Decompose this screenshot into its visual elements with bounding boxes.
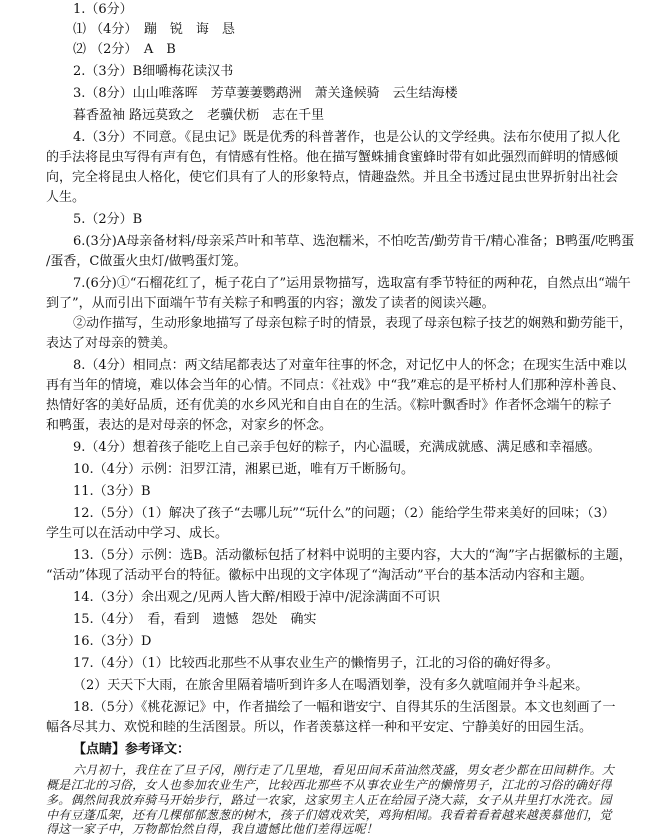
- answer-3-continued: 暮香盈袖 路远莫致之 老骥伏枥 志在千里: [73, 108, 325, 123]
- answer-12-line-1: 12.（5分）（1）解决了孩子“去哪儿玩”“玩什么”的问题；（2）能给学生带来美好的回味；（3）: [73, 506, 615, 521]
- answer-8-line-1: 8.（4分）相同点：两文结尾都表达了对童年往事的怀念，对记忆中人的怀念；在现实生活中难以: [73, 358, 627, 373]
- answer-8-line-2: 再有当年的情境，难以体会当年的心情。不同点：《社戏》中“我”难忘的是平桥村人们那种淳朴善良、: [46, 378, 625, 393]
- translation-line-1: 六月初十，我住在了旦子冈，刚行走了几里地，看见田间禾苗油然茂盛，男女老少都在田间耕作。大: [73, 763, 615, 777]
- answer-17-line-1: 17.（4分）（1）比较西北那些不从事农业生产的懒惰男子，江北的习俗的确好得多。: [73, 656, 559, 671]
- answer-18-line-1: 18.（5分）《桃花源记》中，作者描绘了一幅和谐安宁、自得其乐的生活图景。本文也刻画了一: [73, 700, 616, 715]
- answer-12-line-2: 学生可以在活动中学习、成长。: [46, 526, 229, 541]
- answer-2: 2.（3分）B细嚼梅花读汉书: [73, 64, 234, 79]
- answer-3: 3.（8分）山山唯落晖 芳草萋萋鹦鹉洲 萧关逢候骑 云生结海楼: [73, 86, 458, 101]
- answer-1-heading: 1.（6分）: [73, 2, 133, 17]
- answer-8-line-4: 和鸭蛋，表达的是对母亲的怀念，对家乡的怀念。: [46, 418, 333, 433]
- answer-4-line-4: 人生。: [46, 190, 86, 205]
- answer-6-line-2: /蛋香，C做蛋火虫灯/做鸭蛋灯笼。: [46, 254, 247, 269]
- answer-1-part-2: ⑵ （2分） A B: [73, 42, 176, 57]
- answer-9: 9.（4分）想着孩子能吃上自己亲手包好的粽子，内心温暖，充满成就感、满足感和幸福感。: [73, 440, 601, 455]
- answer-18-line-2: 幅各尽其力、欢悦和睦的生活图景。所以，作者羡慕这样一种和平安定、宁静美好的田园生活。: [46, 720, 593, 735]
- answer-7-line-1: 7.(6分)①“石榴花红了，栀子花白了”运用景物描写，选取富有季节特征的两种花，自然点出“端午: [73, 276, 631, 291]
- answer-8-line-3: 热情好客的美好品质，还有优美的水乡风光和自由自在的生活。《粽叶飘香时》作者怀念端午的粽子: [46, 398, 612, 413]
- translation-line-3: 多。偶然间我放弃骑马开始步行，路过一农家，这家男主人正在给园子浇大蒜，女子从井里打水洗衣。园: [46, 793, 612, 807]
- translation-line-4: 中有豆蓬瓜架，还有几棵郁郁葱葱的树木，孩子们嬉戏欢笑，鸡狗相闻。我看着看着越来越羡慕他们，觉: [46, 808, 612, 822]
- answer-11: 11.（3分）B: [73, 484, 151, 499]
- answer-4-line-2: 的手法将昆虫写得有声有色，有情感有性格。他在描写蟹蛛捕食蜜蜂时带有如此强烈而鲜明的情感倾: [46, 150, 619, 165]
- answer-4-line-1: 4.（3分）不同意。《昆虫记》既是优秀的科普著作，也是公认的文学经典。法布尔使用了拟人化: [73, 130, 621, 145]
- answer-7-line-3: ②动作描写，生动形象地描写了母亲包粽子时的情景，表现了母亲包粽子技艺的娴熟和勤劳能干，: [73, 316, 633, 331]
- answer-1-part-1: ⑴ （4分） 蹦 锐 诲 恳: [73, 22, 235, 37]
- answer-17-line-2: （2）天天下大雨，在旅舍里隔着墙听到许多人在喝酒划拳，没有多久就喧闹并争斗起来。: [73, 678, 589, 693]
- answer-4-line-3: 向，完全将昆虫人格化，使它们具有了人的形象特点，情趣盎然。并且全书透过昆虫世界折射出社会: [46, 170, 619, 185]
- answer-5: 5.（2分）B: [73, 212, 143, 227]
- commentary-heading: 【点睛】参考译文：: [73, 742, 191, 757]
- answer-10: 10.（4分）示例：汨罗江清，湘累已逝，唯有万千断肠句。: [73, 462, 414, 477]
- answer-7-line-4: 表达了对母亲的赞美。: [46, 336, 177, 351]
- answer-16: 16.（3分）D: [73, 634, 152, 649]
- answer-14: 14.（3分）余出观之/见两人皆大醉/相殴于淖中/泥涂满面不可识: [73, 590, 441, 605]
- answer-6-line-1: 6.(3分)A母亲备材料/母亲采芦叶和苇草、选泡糯米，不怕吃苦/勤劳肯干/精心准备；B鸭蛋/吃鸭蛋: [73, 234, 635, 249]
- answer-15: 15.（4分） 看，看到 遗憾 怨处 确实: [73, 612, 317, 627]
- answer-7-line-2: 到了”，从而引出下面端午节有关粽子和鸭蛋的内容；激发了读者的阅读兴趣。: [46, 296, 495, 311]
- translation-line-5: 得这一家子中，万物都怡然自得，我自遗憾比他们差得远呢！: [46, 822, 379, 836]
- translation-line-2: 概是江北的习俗，女人也参加农业生产，比较西北那些不从事农业生产的懒惰男子，江北的习俗的确好得: [46, 778, 612, 792]
- answer-13-line-1: 13.（5分）示例：选B。活动徽标包括了材料中说明的主要内容，大大的“淘”字占据徽标的主题，: [73, 548, 632, 563]
- answer-13-line-2: “活动”体现了活动平台的特征。徽标中出现的文字体现了“淘活动”平台的基本活动内容和主题。: [46, 568, 593, 583]
